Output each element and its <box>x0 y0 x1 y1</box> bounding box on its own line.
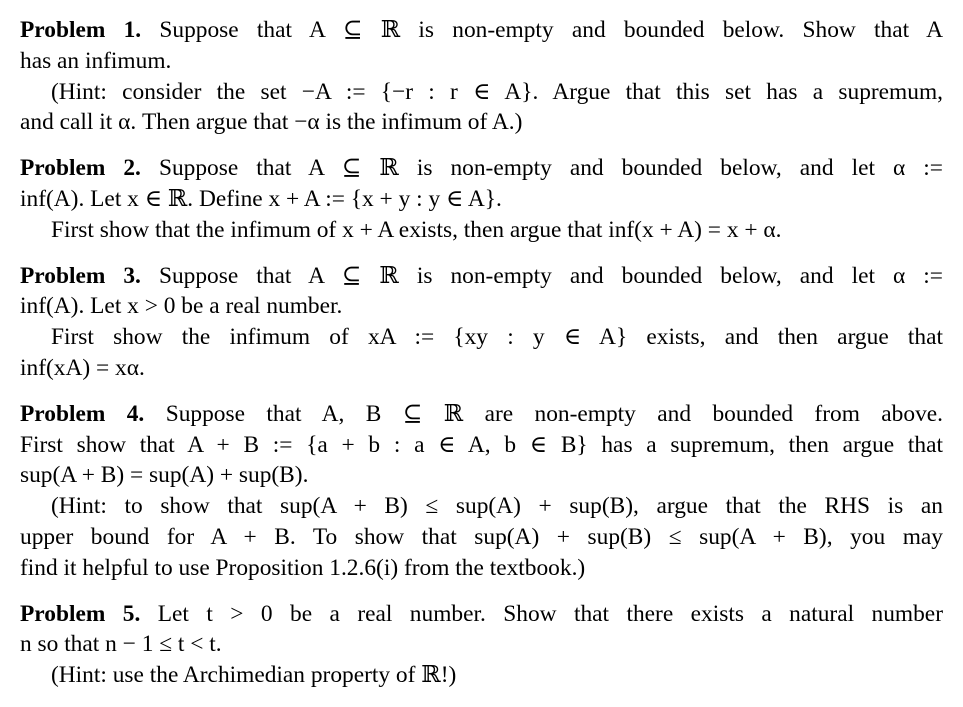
problem-2-line-3: First show that the infimum of x + A exists, then argue that inf(x + A) = x + α. <box>51 216 782 243</box>
problem-1-line-2: has an infimum. <box>20 47 172 74</box>
problem-4 <box>20 399 943 584</box>
problem-4-heading: Problem 4. <box>20 400 145 427</box>
problem-2-line-1: Problem 2. Suppose that A ⊆ ℝ is non-empty and bounded below, and let α := <box>20 155 943 182</box>
problem-3-line-3: First show the infimum of xA := {xy : y ∈ A} exists, and then argue that <box>51 324 943 351</box>
problem-4-hint-line-1: (Hint: to show that sup(A + B) ≤ sup(A) + sup(B), argue that the RHS is an <box>51 493 943 520</box>
problem-1-hint-line-1: (Hint: consider the set −A := {−r : r ∈ A}. Argue that this set has a supremum, <box>51 78 943 105</box>
problem-1-line-1: Problem 1. Suppose that A ⊆ ℝ is non-empty and bounded below. Show that A <box>20 17 943 43</box>
problem-3 <box>20 261 943 384</box>
problem-5-line-2: n so that n − 1 ≤ t < t. <box>20 631 222 658</box>
problem-5 <box>20 599 943 691</box>
problem-1 <box>20 15 943 138</box>
problem-4-hint-line-3: find it helpful to use Proposition 1.2.6(i) from the textbook.) <box>20 554 586 581</box>
problem-4-line-3: sup(A + B) = sup(A) + sup(B). <box>20 462 309 489</box>
problem-4-line-2: First show that A + B := {a + b : a ∈ A, b ∈ B} has a supremum, then argue that <box>20 431 943 458</box>
problem-4-hint-line-2: upper bound for A + B. To show that sup(A) + sup(B) ≤ sup(A + B), you may <box>20 523 943 550</box>
problem-2 <box>20 153 943 245</box>
problem-3-line-2: inf(A). Let x > 0 be a real number. <box>20 293 343 320</box>
problem-4-line-1: Problem 4. Suppose that A, B ⊆ ℝ are non-empty and bounded from above. <box>20 400 943 427</box>
problem-5-line-1: Problem 5. Let t > 0 be a real number. Show that there exists a natural number <box>20 600 943 627</box>
problem-3-line-1: Problem 3. Suppose that A ⊆ ℝ is non-empty and bounded below, and let α := <box>20 262 943 289</box>
problem-2-line-2: inf(A). Let x ∈ ℝ. Define x + A := {x + y : y ∈ A}. <box>20 185 502 212</box>
problem-3-line-4: inf(xA) = xα. <box>20 354 145 381</box>
problem-1-hint-line-2: and call it α. Then argue that −α is the infimum of A.) <box>20 109 523 136</box>
problem-1-heading: Problem 1. <box>20 17 142 43</box>
problem-5-hint-line-1: (Hint: use the Archimedian property of ℝ!) <box>51 662 457 689</box>
problem-5-heading: Problem 5. <box>20 600 141 627</box>
problem-3-heading: Problem 3. <box>20 262 141 289</box>
problem-2-heading: Problem 2. <box>20 155 141 182</box>
